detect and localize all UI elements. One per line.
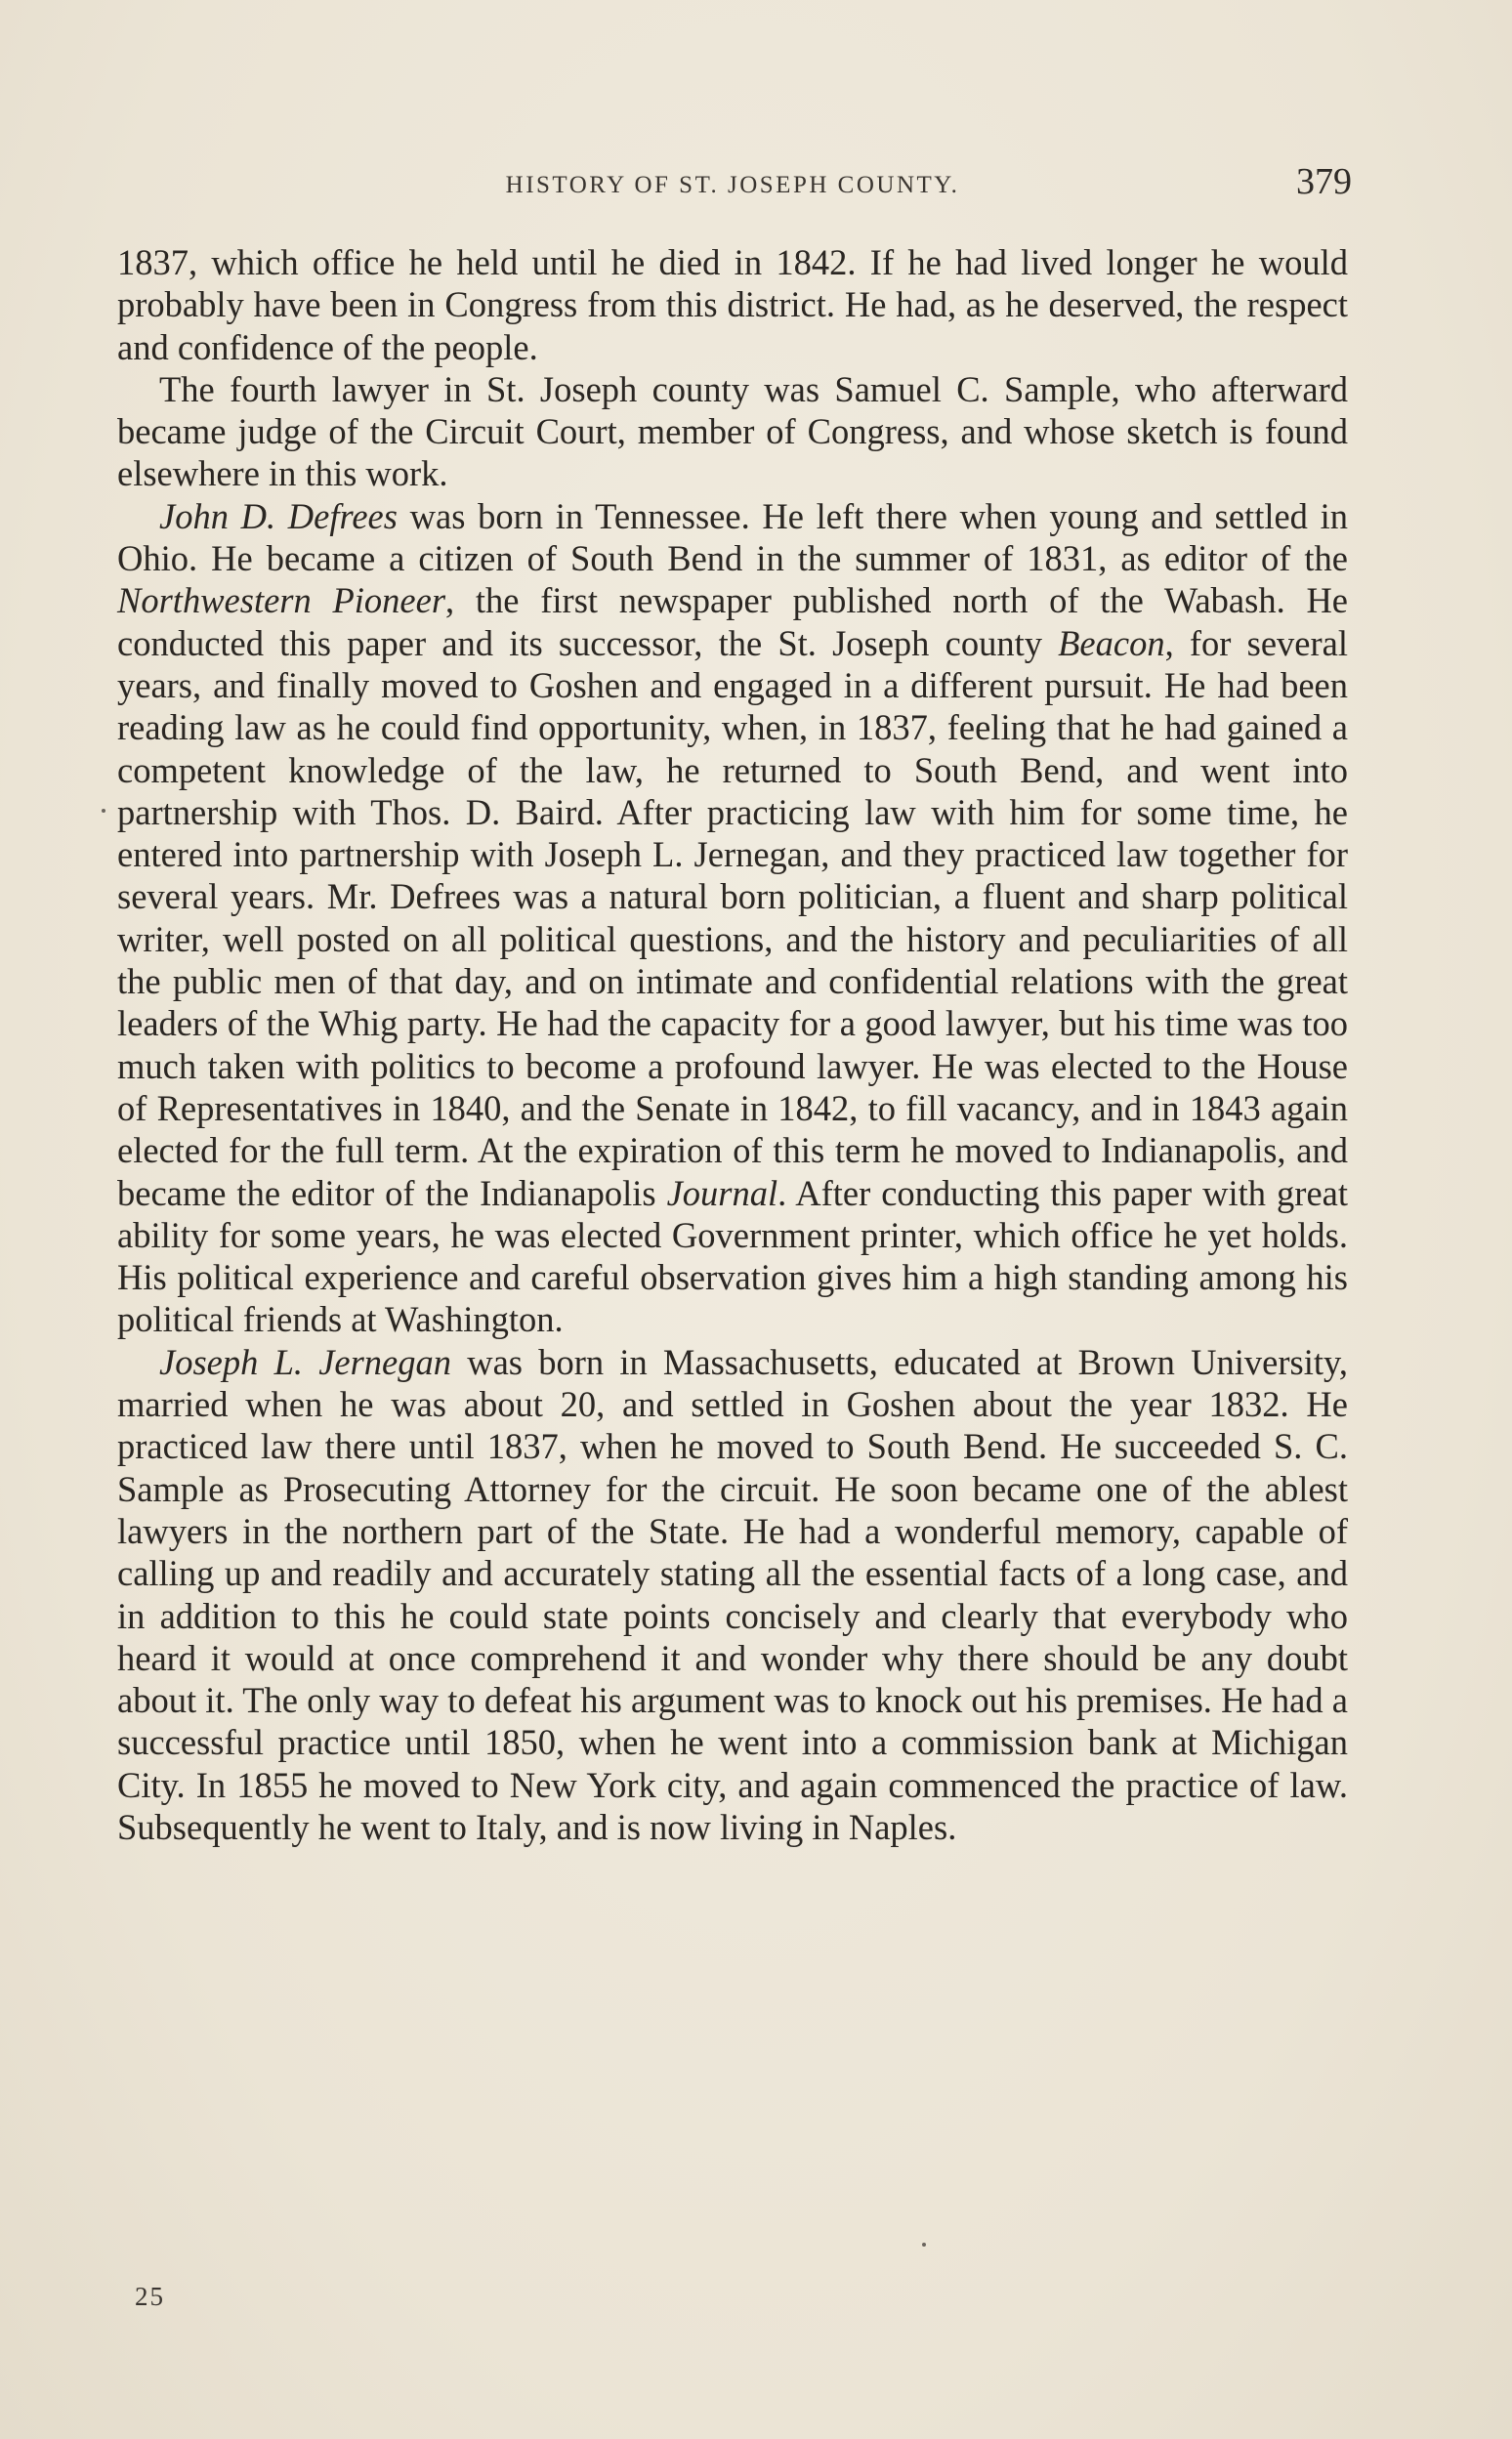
body-text (117, 241, 1348, 1848)
paragraph-continuation (117, 241, 1348, 368)
newspaper-title-beacon: Beacon (1058, 622, 1165, 663)
person-name-jernegan: Joseph L. Jernegan (159, 1341, 452, 1382)
paragraph-text: , for several years, and finally moved to Goshen and engaged in a different pursuit. He had been reading law as he could find opportunity, when, in 1837, feeling that he had gained a competent knowledge of the law, he returned to South Bend, and went into partnership with Thos. D. Baird. After practicing law with him for some time, he entered into partnership with Joseph L. Jernegan, and they practiced law together for several years. Mr. Defrees was a natural born politician, a fluent and sharp political writer, well posted on all political questions, and the history and peculiarities of all the public men of that day, and on intimate and confidential relations with the great leaders of the Whig party. He had the capacity for a good lawyer, but his time was too much taken with politics to become a profound lawyer. He was elected to the House of Representatives in 1840, and the Senate in 1842, to fill vacancy, and in 1843 again elected for the full term. At the expiration of this term he moved to Indianapolis, and became the editor of the Indianapolis (117, 622, 1348, 1213)
newspaper-title-journal: Journal (666, 1172, 778, 1213)
paragraph-samuel-sample (117, 368, 1348, 495)
newspaper-title-northwestern-pioneer: Northwestern Pioneer (117, 580, 446, 621)
paragraph-text: , the first newspaper published north of the Wabash. He conducted this paper and its successor, the St. Joseph county (117, 580, 1348, 663)
person-name-defrees: John D. Defrees (159, 495, 398, 536)
ink-speck (922, 2243, 926, 2247)
running-title: HISTORY OF ST. JOSEPH COUNTY. (505, 172, 960, 198)
paragraph-text: 1837, which office he held until he died in 1842. If he had lived longer he would probably have been in Congress from this district. He had, as he deserved, the respect and confidence of the people. (117, 242, 1348, 367)
paragraph-text: was born in Massachusetts, educated at Brown University, married when he was about 20, and settled in Goshen about the year 1832. He practiced law there until 1837, when he moved to South Bend. He succeeded S. C. Sample as Prosecuting Attorney for the circuit. He soon became one of the ablest lawyers in the northern part of the State. He had a wonderful memory, capable of calling up and readily and accurately stating all the essential facts of a long case, and in addition to this he could state points concisely and clearly that everybody who heard it would at once comprehend it and wonder why there should be any doubt about it. The only way to defeat his argument was to knock out his premises. He had a successful practice until 1850, when he went into a commission bank at Michigan City. In 1855 he moved to New York city, and again commenced the practice of law. Subsequently he went to Italy, and is now living in Naples. (117, 1341, 1348, 1847)
running-head (117, 161, 1352, 213)
page-number: 379 (1296, 161, 1352, 202)
ink-speck (102, 809, 105, 813)
paragraph-joseph-jernegan (117, 1341, 1348, 1849)
signature-mark: 25 (135, 2282, 165, 2311)
paragraph-john-defrees (117, 495, 1348, 1341)
paragraph-text: The fourth lawyer in St. Joseph county was Samuel C. Sample, who afterward became judge of the Circuit Court, member of Congress, and whose sketch is found elsewhere in this work. (117, 368, 1348, 494)
paragraph-text: . After conducting this paper with great ability for some years, he was elected Government printer, which office he yet holds. His political experience and careful observation gives him a high standing among his political friends at Washington. (117, 1172, 1348, 1340)
paragraph-text: was born in Tennessee. He left there when young and settled in Ohio. He became a citizen of South Bend in the summer of 1831, as editor of the (117, 495, 1348, 579)
